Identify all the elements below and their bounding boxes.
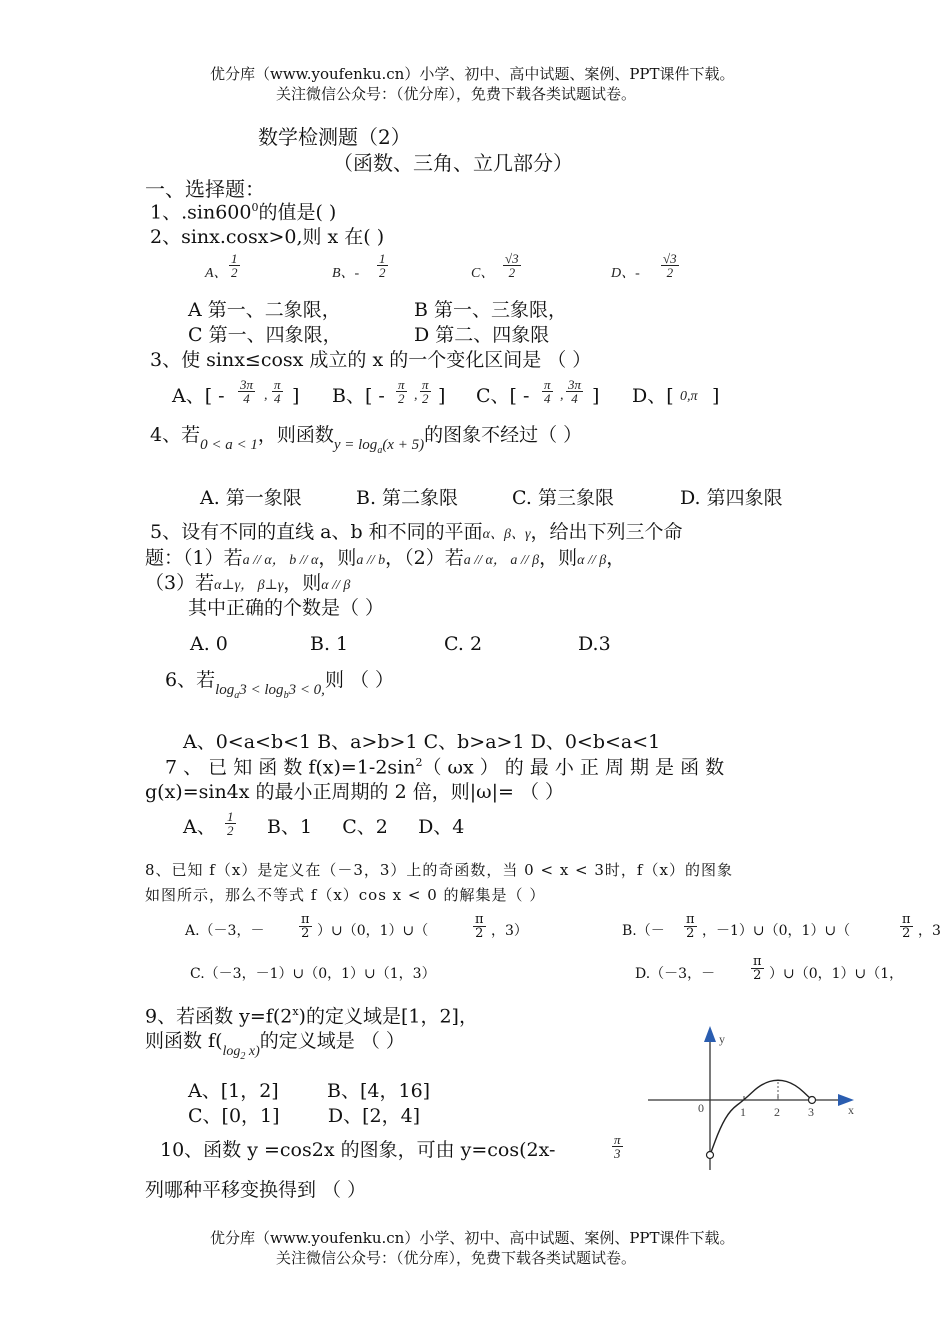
question-8-line-2: 如图所示，那么不等式 f（x）cos x < 0 的解集是（ ） <box>145 886 546 904</box>
page-subtitle: （函数、三角、立几部分） <box>333 151 573 175</box>
q9-options-cd: C、[0，1] D、[2，4] <box>188 1105 421 1127</box>
question-7-line-2: g(x)=sin4x 的最小正周期的 2 倍，则|ω|= （ ） <box>145 781 564 803</box>
footer-line-2: 关注微信公众号：（优分库），免费下载各类试题试卷。 <box>276 1249 637 1267</box>
q9-options-ab: A、[1，2] B、[4，16] <box>188 1080 431 1102</box>
question-5-line-2: 题：（1）若a // α， b // α，则a // b，（2）若a // α， a // β，则α // β， <box>145 547 626 569</box>
q5-option-a: A. 0 <box>190 633 228 655</box>
header-line-2: 关注微信公众号：（优分库），免费下载各类试题试卷。 <box>276 85 637 103</box>
section-heading: 一、选择题： <box>145 177 265 201</box>
question-7-line-1: 7 、 已 知 函 数 $f(x)=1-2\sin^2$（ ωx ） 的 最 小 正 周 期 是 函 数 <box>165 756 725 779</box>
question-9-line-2: 则函数 $f(_{log_2 x)}$的定义域是 （ ） <box>145 1030 405 1062</box>
question-6: 6、若$_{log_a3 < log_b3 < 0,}$则 （ ） <box>165 669 395 701</box>
question-8-line-1: 8、已知 f（x）是定义在（－3，3）上的奇函数，当 0 < x < 3时，f（x）的图象 <box>145 861 733 879</box>
question-2: 2、sinx.cosx>0,则 x 在( ) <box>150 226 385 248</box>
x-tick-label-3: 3 <box>808 1105 814 1119</box>
page-title: 数学检测题（2） <box>258 125 411 149</box>
q8-option-a: A.（－3，－ $\frac{\pi}{2}$ ）∪（0，1）∪（ $\frac{\pi}{2}$ ，3） <box>185 912 528 941</box>
q3-options: A、[ - $\frac{3\pi}{4}$ , $\frac{\pi}{4}$ ] B、[ - $\frac{\pi}{2}$ , $\frac{\pi}{2}$ ] C、[ - $\frac{\pi}{4}$ , $\frac{3\pi}{4}$ ] D、[ 0,π ] <box>172 377 720 407</box>
question-3: 3、使 sinx≤cosx 成立的 x 的一个变化区间是 （ ） <box>150 349 592 371</box>
question-5-line-4: 其中正确的个数是（ ） <box>188 597 385 619</box>
q4-option-b: B. 第二象限 <box>356 487 459 509</box>
q5-option-b: B. 1 <box>310 633 349 655</box>
y-axis-arrow-icon <box>704 1026 716 1042</box>
question-5-line-3: （3）若α⊥γ， β⊥γ，则α // β <box>145 572 351 594</box>
open-endpoint-end <box>809 1097 816 1104</box>
question-5-line-1: 5、设有不同的直线 a、b 和不同的平面α、β、γ，给出下列三个命 <box>150 521 683 543</box>
header-line-1: 优分库（www.youfenku.cn）小学、初中、高中试题、案例、PPT课件下载。 <box>210 65 735 83</box>
q4-option-a: A. 第一象限 <box>200 487 302 509</box>
x-axis-label: x <box>848 1103 854 1117</box>
y-axis-label: y <box>719 1032 725 1046</box>
q8-option-c: C.（－3，－1）∪（0，1）∪（1，3） <box>190 966 436 982</box>
function-graph <box>640 1020 870 1180</box>
q4-option-c: C. 第三象限 <box>512 487 614 509</box>
q5-option-c: C. 2 <box>444 633 483 655</box>
q8-option-d: D.（－3，－ $\frac{\pi}{2}$ ）∪（0，1）∪（1， <box>635 955 904 983</box>
q6-options: A、0<a<b<1 B、a>b>1 C、b>a>1 D、0<b<a<1 <box>183 731 661 753</box>
x-tick-label-2: 2 <box>774 1105 780 1119</box>
footer-line-1: 优分库（www.youfenku.cn）小学、初中、高中试题、案例、PPT课件下载。 <box>210 1229 735 1247</box>
q2-option-c: C 第一、四象限， <box>188 324 342 346</box>
q2-option-a: A 第一、二象限， <box>188 299 341 321</box>
question-10-line-2: 列哪种平移变换得到 （ ） <box>145 1179 367 1201</box>
function-curve <box>710 1080 812 1155</box>
q8-option-b: B.（－ $\frac{\pi}{2}$ ，－1）∪（0，1）∪（ $\frac{\pi}{2}$ ，3 <box>622 913 941 941</box>
q5-option-d: D.3 <box>578 633 611 655</box>
question-1: 1、$.\sin 600^0$的值是( ) <box>150 201 337 224</box>
q4-option-d: D. 第四象限 <box>680 487 783 509</box>
question-4: 4、若$_{0 < a < 1}$，则函数$_{y = log_a(x + 5)}$的图象不经过（ ） <box>150 424 583 456</box>
question-10-line-1: 10、函数 y =cos2x 的图象，可由 y=cos(2x- <box>160 1139 556 1161</box>
q7-options: A、 $\frac{1}{2}$ B、1 C、2 D、4 <box>183 809 465 838</box>
open-endpoint-start <box>707 1152 714 1159</box>
q2-option-b: B 第一、三象限， <box>414 299 568 321</box>
x-tick-label-1: 1 <box>740 1105 746 1119</box>
q2-option-d: D 第二、四象限 <box>414 324 550 346</box>
question-9-line-1: 9、若函数 $y=f(2^x)$的定义域是[1，2]， <box>145 1005 478 1028</box>
q10-pi-over-3: $\frac{\pi}{3}$ <box>614 1132 621 1161</box>
origin-label: 0 <box>698 1101 704 1115</box>
